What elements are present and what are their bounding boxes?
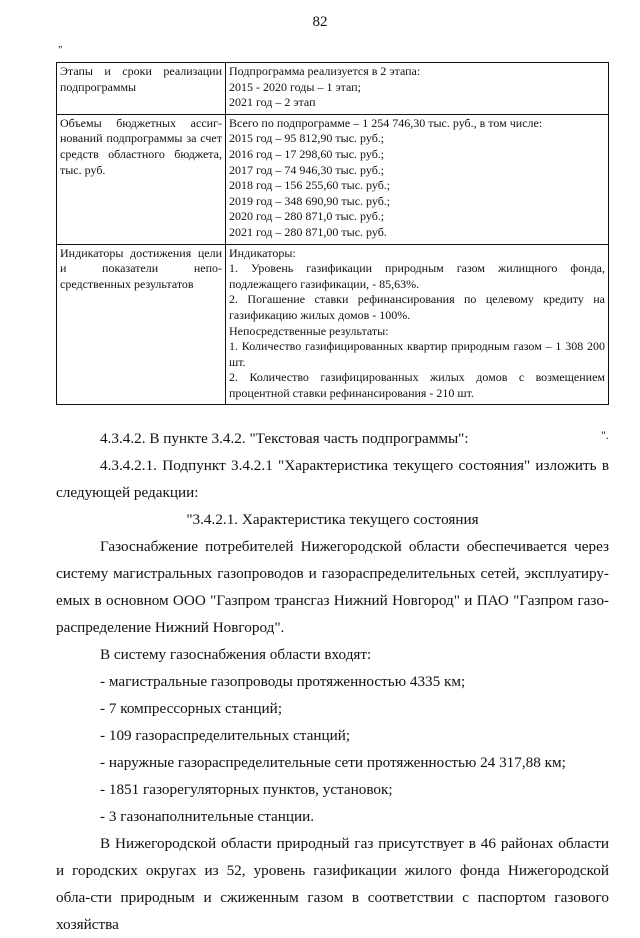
value-line: 2015 - 2020 годы – 1 этап; xyxy=(229,79,361,94)
table-row xyxy=(57,244,609,405)
page-number: 82 xyxy=(312,14,328,30)
list-item: - 7 компрессорных станций; xyxy=(100,700,283,717)
row-value xyxy=(226,244,609,405)
value-line: 2. Погашение ставки рефинансирования по целевому кредиту на газификацию жилых домов - 100%. xyxy=(229,292,605,322)
value-line: 2018 год – 156 255,60 тыс. руб.; xyxy=(229,178,391,193)
row-label: Этапы и сроки реализации подпрограммы xyxy=(57,63,226,115)
closing-quote: ". xyxy=(601,428,609,442)
list-item: - 109 газораспределительных станций; xyxy=(100,727,351,744)
value-line: 2019 год – 348 690,90 тыс. руб.; xyxy=(229,193,391,208)
table-row xyxy=(57,114,609,244)
paragraph: 4.3.4.2. В пункте 3.4.2. "Текстовая часть подпрограммы": xyxy=(100,430,469,447)
paragraph: 4.3.4.2.1. Подпункт 3.4.2.1 "Характеристика текущего состояния" изложить в следующей редакции: xyxy=(56,457,609,501)
row-value xyxy=(226,114,609,244)
value-line: Индикаторы: xyxy=(229,245,296,260)
list-item: - магистральные газопроводы протяженностью 4335 км; xyxy=(100,673,466,690)
value-line: 2021 год – 280 871,00 тыс. руб. xyxy=(229,224,387,239)
value-line: Подпрограмма реализуется в 2 этапа: xyxy=(229,64,421,78)
list-item: - 1851 газорегуляторных пунктов, установок; xyxy=(100,781,393,798)
value-line: 2015 год – 95 812,90 тыс. руб.; xyxy=(229,131,385,146)
paragraph: В систему газоснабжения области входят: xyxy=(100,646,372,663)
row-label: Объемы бюджетных ассиг-нований подпрограммы за счет средств областного бюджета, тыс. руб. xyxy=(57,114,226,244)
value-line: Непосредственные результаты: xyxy=(229,323,389,338)
value-line: 2021 год – 2 этап xyxy=(229,95,316,110)
value-line: 1. Количество газифицированных квартир природным газом – 1 308 200 шт. xyxy=(229,339,605,369)
row-label: Индикаторы достижения цели и показатели непо-средственных результатов xyxy=(57,244,226,405)
list-item: - наружные газораспределительные сети протяженностью 24 317,88 км; xyxy=(100,754,566,771)
list-item: - 3 газонаполнительные станции. xyxy=(100,808,315,825)
section-heading: "3.4.2.1. Характеристика текущего состояния xyxy=(186,511,479,528)
document-body xyxy=(56,425,609,938)
value-line: 2. Количество газифицированных жилых домов с возмещением процентной ставки рефинансирования - 210 шт. xyxy=(229,370,605,400)
passport-table xyxy=(56,62,609,405)
value-line: 2016 год – 17 298,60 тыс. руб.; xyxy=(229,146,385,161)
paragraph: В Нижегородской области природный газ присутствует в 46 районах области и городских округах из 52, уровень газификации жилого фонда Нижегородской обла-сти природным и сжиженным газом в соответствии с паспортом газового хозяйства xyxy=(56,835,609,933)
row-value xyxy=(226,63,609,115)
paragraph: Газоснабжение потребителей Нижегородской области обеспечивается через систему магистральных газопроводов и газораспределительных сетей, эксплуатиру-емых в основном ООО "Газпром трансгаз Нижний Новгород" и ПАО "Газпром газо-распределение Нижний Новгород". xyxy=(56,538,609,636)
table-row xyxy=(57,63,609,115)
value-line: Всего по подпрограмме – 1 254 746,30 тыс. руб., в том числе: xyxy=(229,115,543,130)
value-line: 2017 год – 74 946,30 тыс. руб.; xyxy=(229,162,385,177)
value-line: 1. Уровень газификации природным газом жилищного фонда, подлежащего газификации, - 85,63%. xyxy=(229,261,605,291)
opening-quote: " xyxy=(58,44,63,56)
value-line: 2020 год – 280 871,0 тыс. руб.; xyxy=(229,209,385,224)
